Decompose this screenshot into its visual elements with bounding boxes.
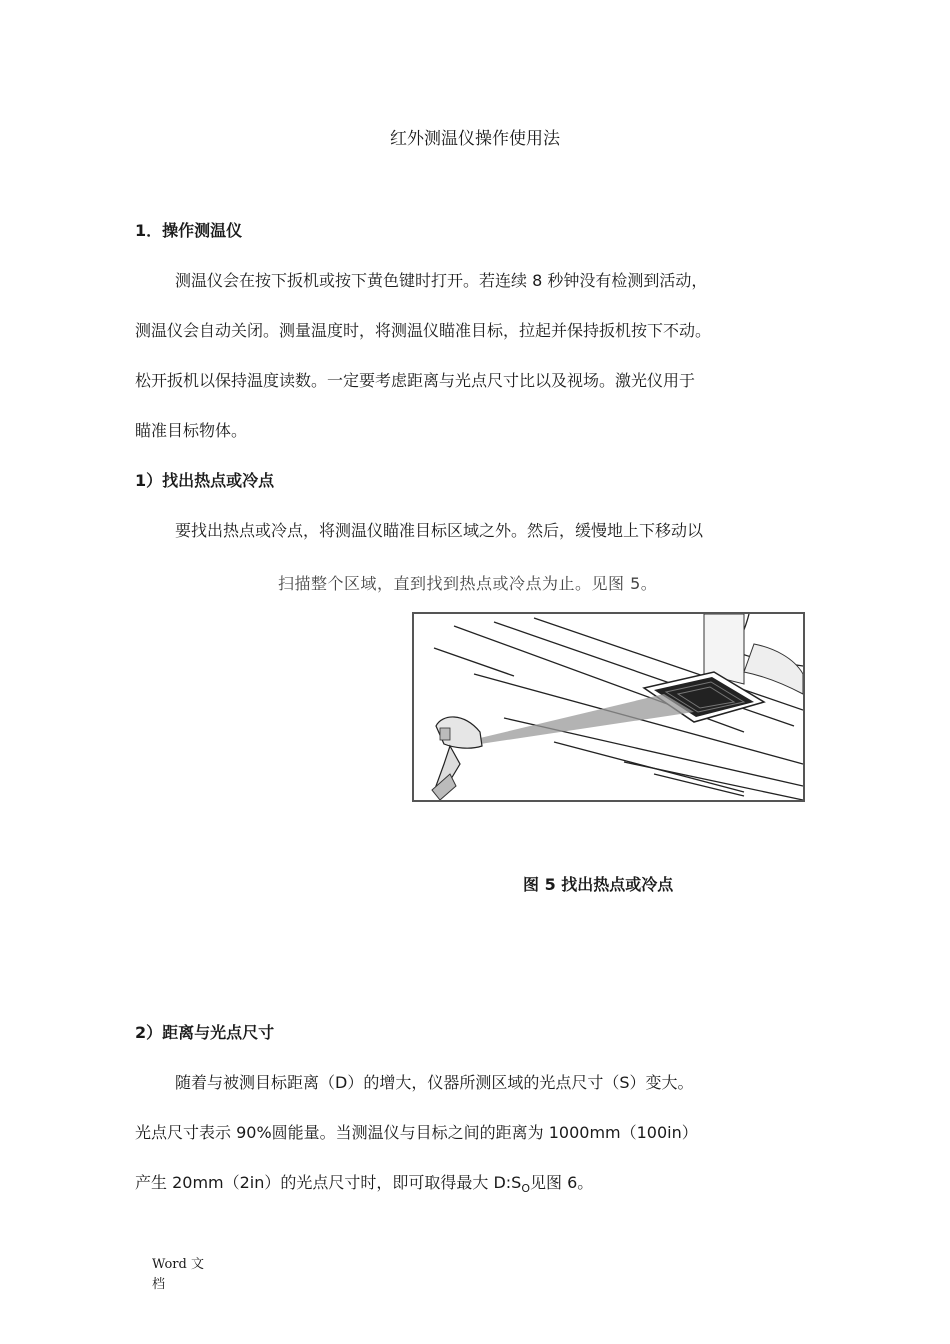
ceiling-scan-drawing (414, 614, 803, 800)
section-heading-operate: 1．操作测温仪 (135, 221, 243, 240)
paragraph-text: 产生 20mm（2in）的光点尺寸时，即可取得最大 D:S (135, 1173, 522, 1192)
subsection-heading-hot-cold: 1）找出热点或冷点 (135, 471, 275, 490)
paragraph-line: 要找出热点或冷点，将测温仪瞄准目标区域之外。然后，缓慢地上下移动以 (175, 521, 704, 540)
paragraph-line: 测温仪会自动关闭。测量温度时，将测温仪瞄准目标，拉起并保持扳机按下不动。 (135, 321, 712, 340)
paragraph-line: 瞄准目标物体。 (135, 421, 248, 440)
paragraph-line: 随着与被测目标距离（D）的增大，仪器所测区域的光点尺寸（S）变大。 (175, 1073, 694, 1092)
footer-label: Word 文档 (152, 1257, 204, 1292)
paragraph-line: 测温仪会在按下扳机或按下黄色键时打开。若连续 8 秒钟没有检测到活动， (175, 271, 708, 290)
paragraph-line: 松开扳机以保持温度读数。一定要考虑距离与光点尺寸比以及视场。激光仪用于 (135, 371, 696, 390)
subsection-heading-distance-spot: 2）距离与光点尺寸 (135, 1023, 275, 1042)
paragraph-text: 见图 6。 (530, 1173, 594, 1192)
subscript-o: O (521, 1182, 531, 1196)
figure-5-illustration (412, 612, 805, 802)
paragraph-line-figure-ref: 扫描整个区域，直到找到热点或冷点为止。见图 5。 (278, 574, 658, 593)
paragraph-line (135, 1170, 593, 1195)
page-title: 红外测温仪操作使用法 (390, 129, 560, 149)
figure-5-caption: 图 5 找出热点或冷点 (523, 875, 674, 894)
paragraph-line: 光点尺寸表示 90%圆能量。当测温仪与目标之间的距离为 1000mm（100in） (135, 1123, 698, 1142)
